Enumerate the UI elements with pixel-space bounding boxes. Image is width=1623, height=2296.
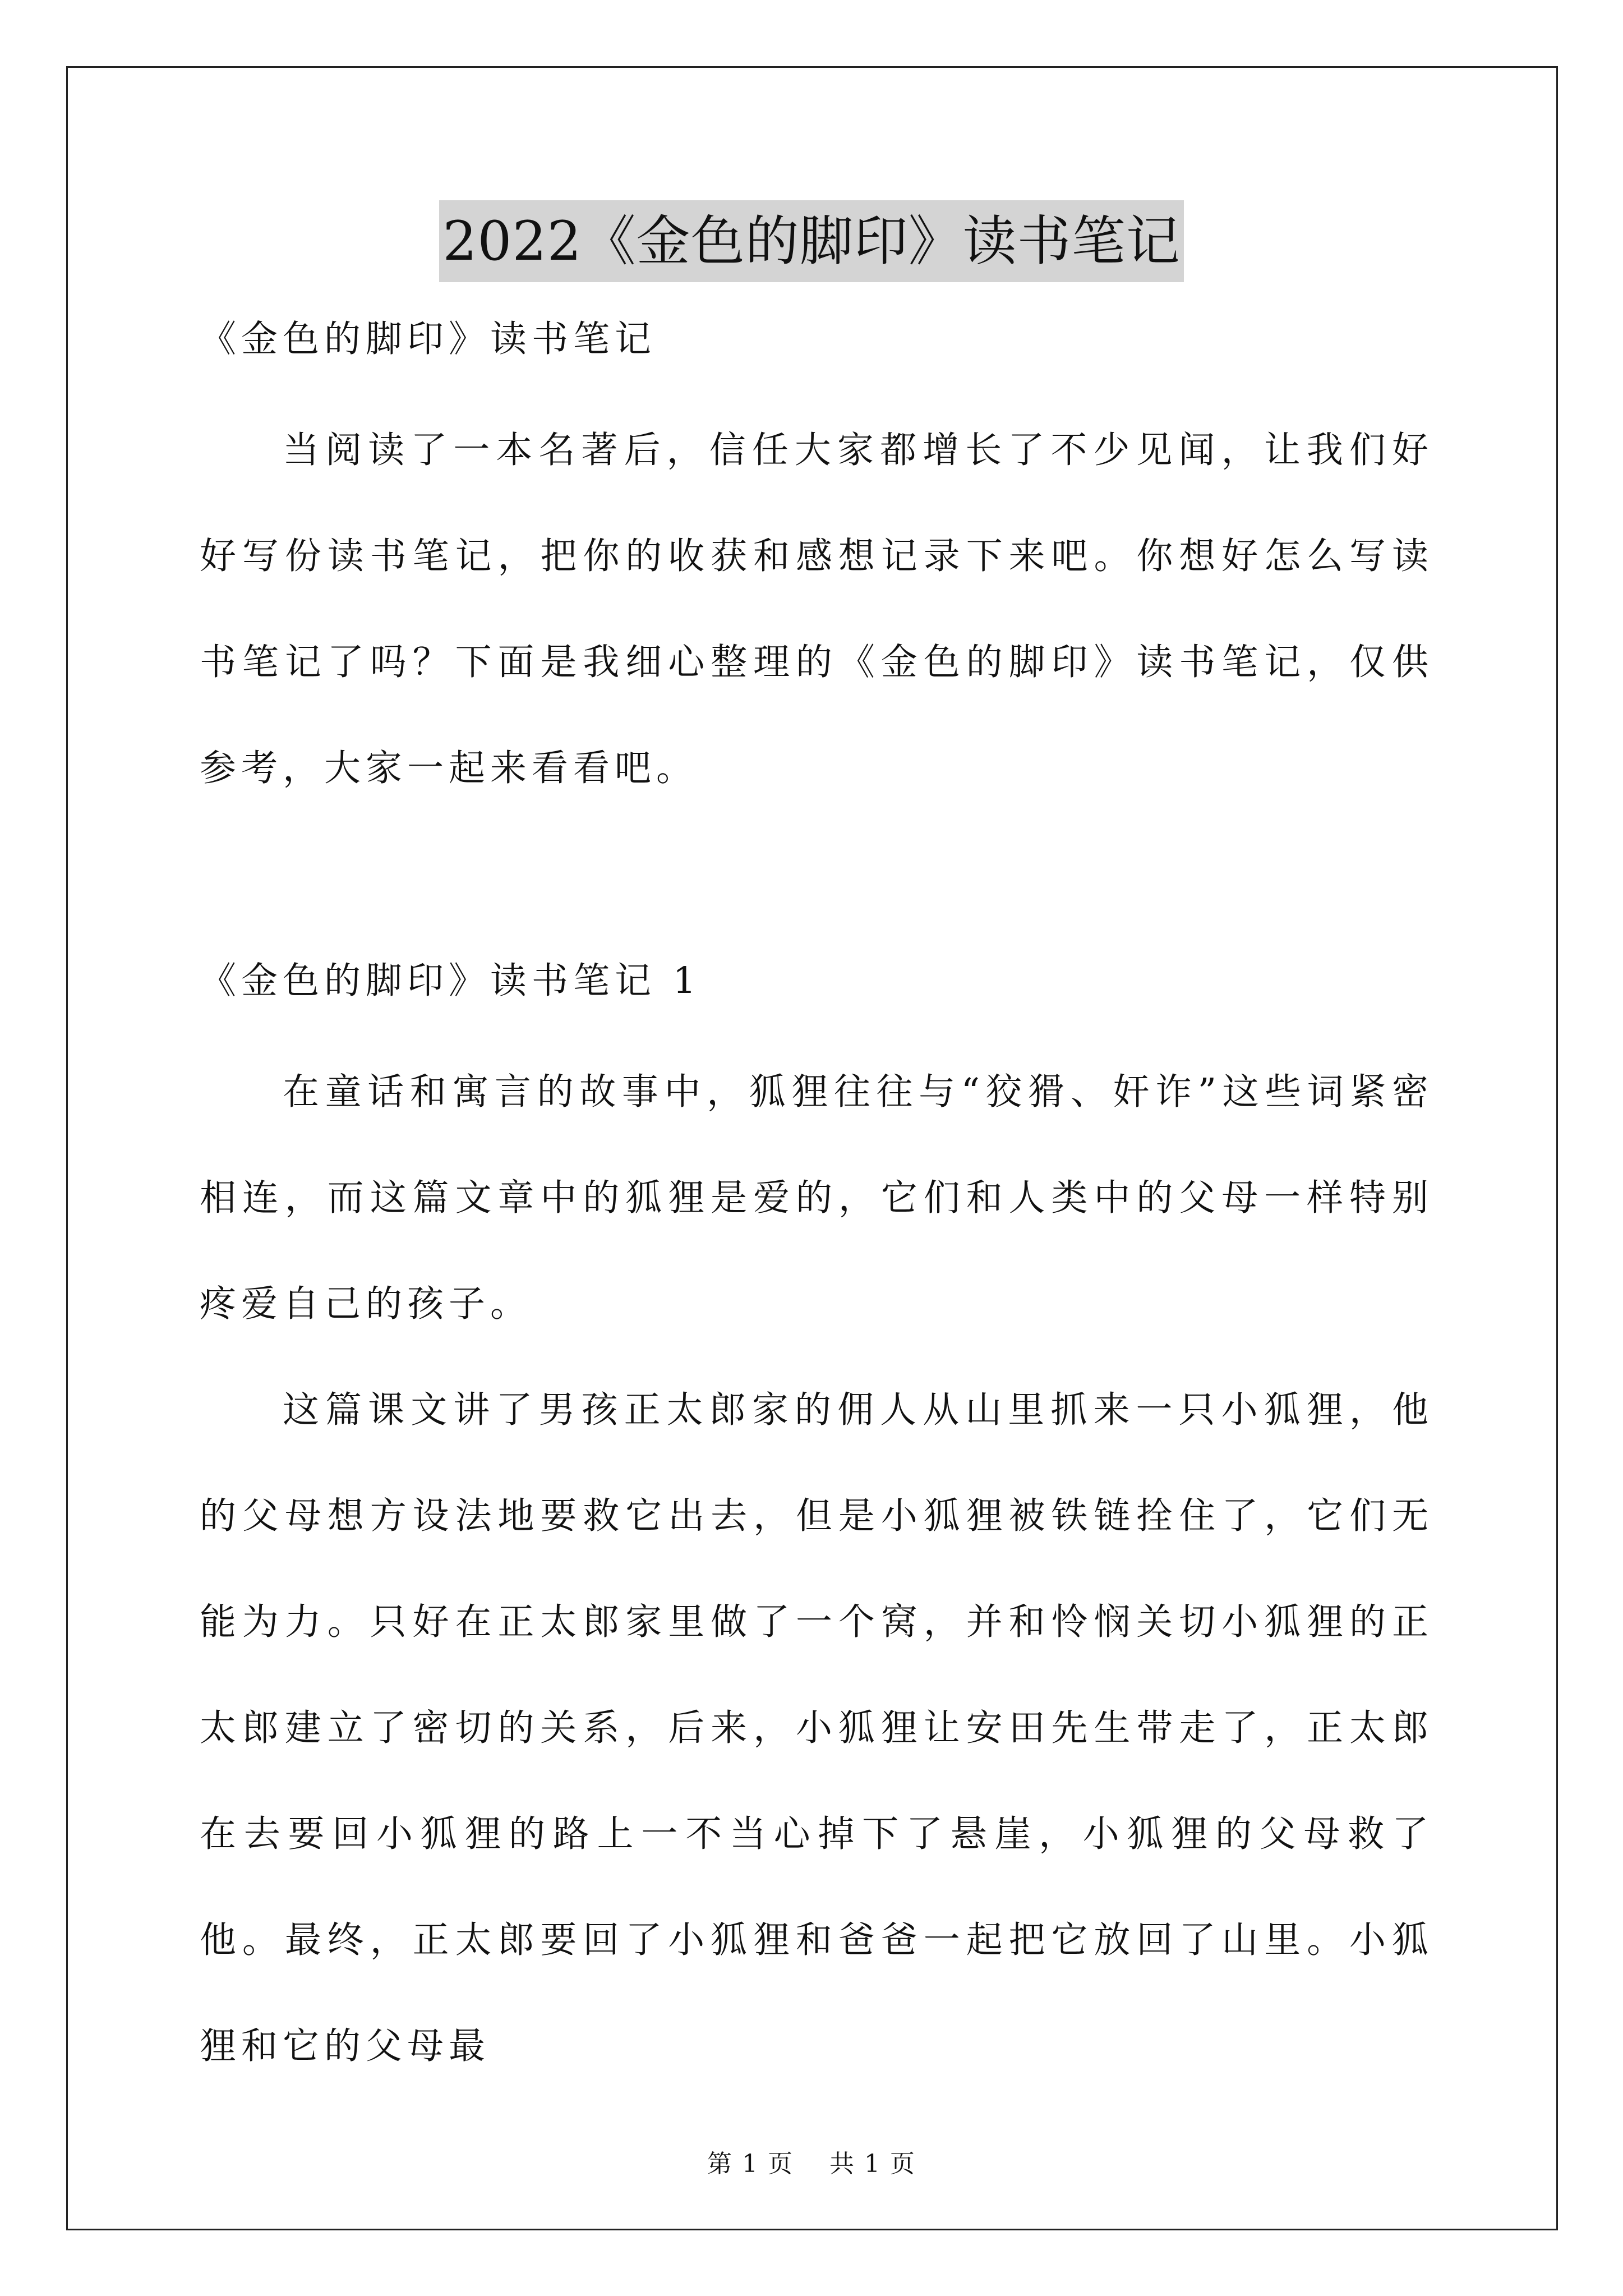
body-paragraph: 这篇课文讲了男孩正太郎家的佣人从山里抓来一只小狐狸，他的父母想方设法地要救它出去，但是小狐狸被铁链拴住了，它们无能为力。只好在正太郎家里做了一个窝，并和怜悯关切小狐狸的正太郎建立了密切的关系，后来，小狐狸让安田先生带走了，正太郎在去要回小狐狸的路上一不当心掉下了悬崖，小狐狸的父母救了他。最终，正太郎要回了小狐狸和爸爸一起把它放回了山里。小狐狸和它的父母最 xyxy=(200,1389,1433,2067)
body-paragraph: 在童话和寓言的故事中，狐狸往往与“狡猾、奸诈”这些词紧密相连，而这篇文章中的狐狸是爱的，它们和人类中的父母一样特别疼爱自己的孩子。 xyxy=(200,1071,1433,1325)
title-container xyxy=(0,200,1623,282)
document-title: 2022《金色的脚印》读书笔记 xyxy=(439,200,1183,282)
intro-heading: 《金色的脚印》读书笔记 xyxy=(200,318,657,360)
page-footer: 第 1 页 共 1 页 xyxy=(707,2150,916,2178)
intro-paragraph: 当阅读了一本名著后，信任大家都增长了不少见闻，让我们好好写份读书笔记，把你的收获和感想记录下来吧。你想好怎么写读书笔记了吗？下面是我细心整理的《金色的脚印》读书笔记，仅供参考，大家一起来看看吧。 xyxy=(200,429,1433,789)
section-heading: 《金色的脚印》读书笔记 1 xyxy=(200,960,702,1002)
spacer xyxy=(200,365,1433,397)
spacer xyxy=(200,821,1433,956)
document-body xyxy=(200,314,1433,2099)
spacer xyxy=(200,1006,1433,1039)
